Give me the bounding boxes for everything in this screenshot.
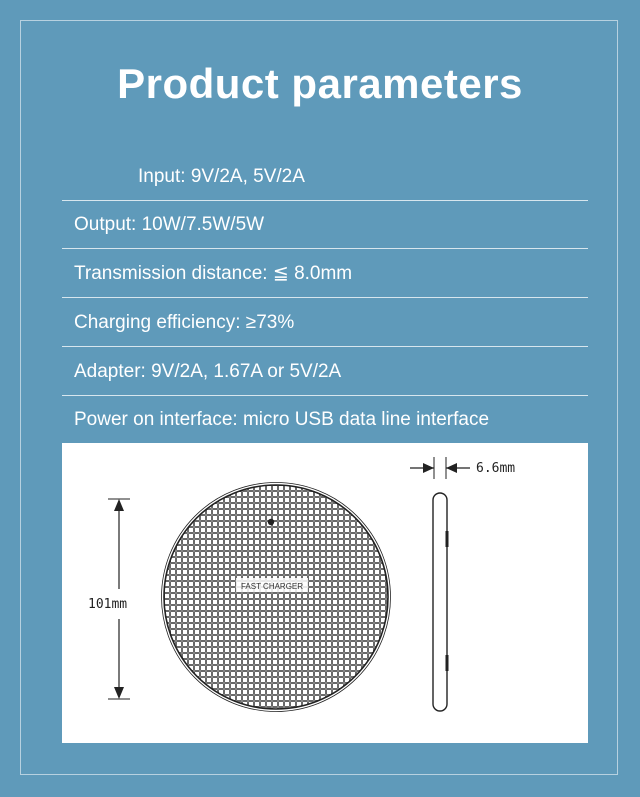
divider [62, 346, 588, 347]
page-title: Product parameters [117, 60, 523, 107]
diameter-label: 101mm [88, 597, 128, 612]
product-diagram [62, 443, 588, 743]
param-text: Charging efficiency: ≥73% [74, 312, 295, 333]
divider [62, 297, 588, 298]
charging-pad-side-view [433, 493, 447, 711]
led-indicator-icon [268, 519, 274, 525]
divider [62, 248, 588, 249]
charging-pad-top-view [162, 483, 391, 712]
param-power-interface [62, 396, 588, 444]
param-input [62, 153, 588, 201]
param-output [62, 201, 588, 249]
thickness-label: 6.6mm [476, 461, 516, 476]
param-text: Transmission distance: ≦ 8.0mm [74, 263, 353, 284]
product-diagram-panel [62, 443, 588, 743]
param-text: Input: 9V/2A, 5V/2A [138, 166, 305, 187]
param-adapter [62, 348, 588, 396]
param-transmission-distance [62, 250, 588, 298]
thickness-dimension [410, 457, 470, 479]
param-text: Power on interface: micro USB data line interface [74, 409, 490, 430]
param-text: Adapter: 9V/2A, 1.67A or 5V/2A [74, 361, 342, 382]
logo-text: FAST CHARGER [240, 582, 304, 591]
param-charging-efficiency [62, 299, 588, 347]
param-text: Output: 10W/7.5W/5W [74, 214, 265, 235]
